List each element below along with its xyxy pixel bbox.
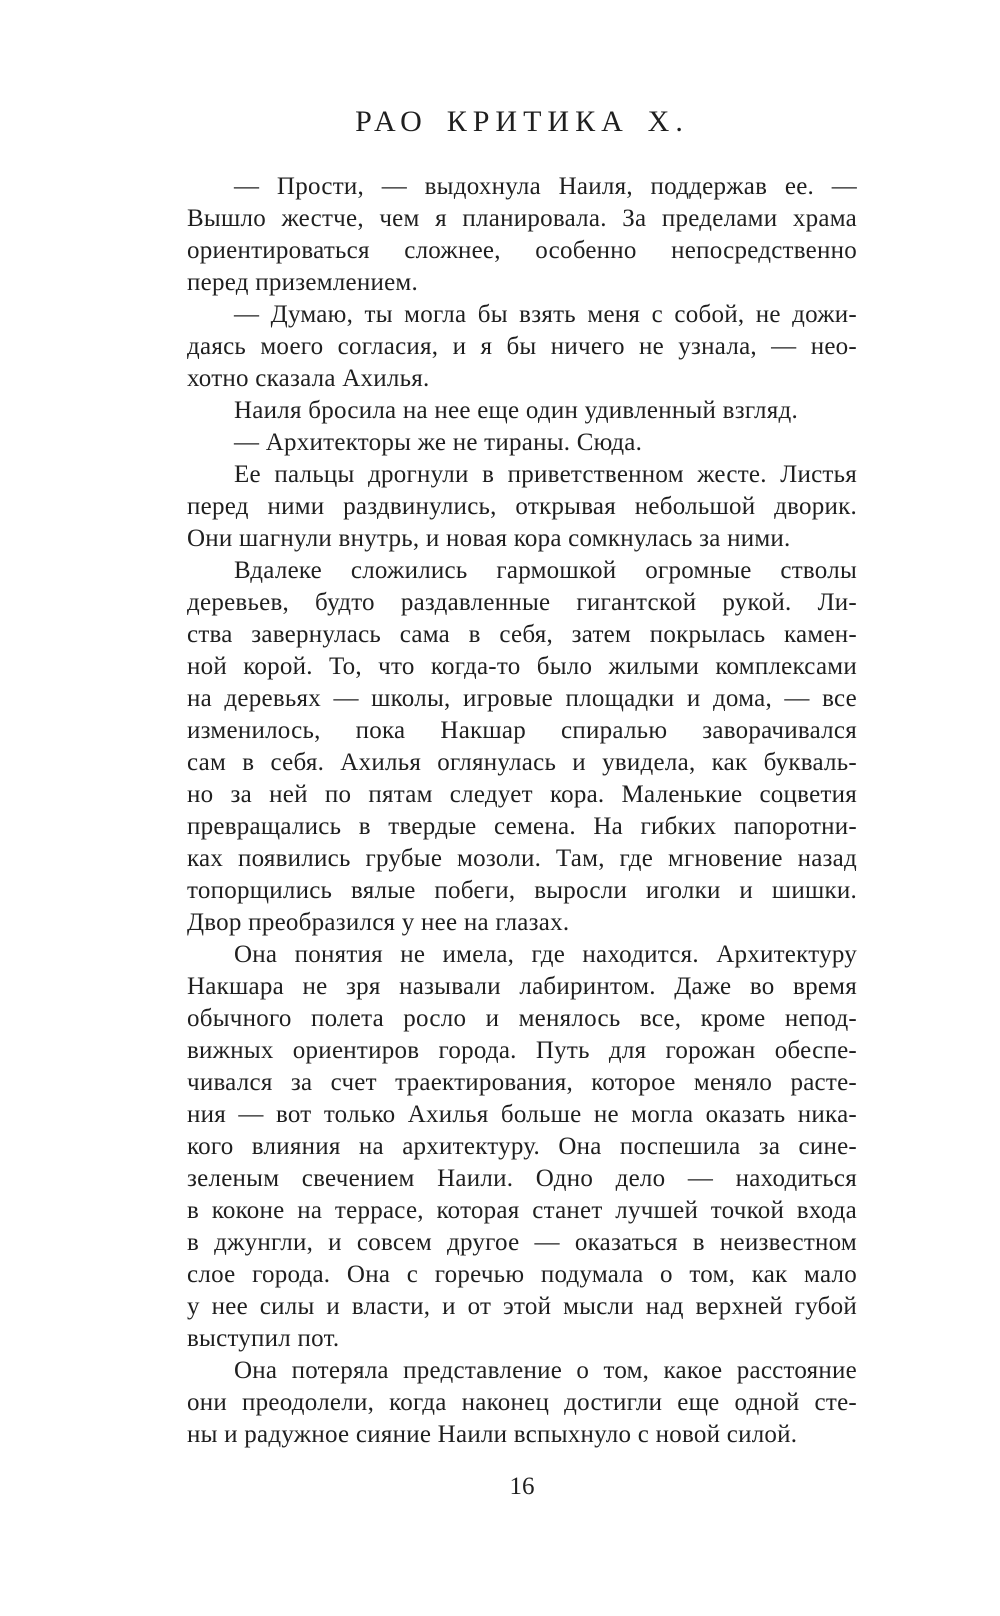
text-line: топорщились вялые побеги, выросли иголки и шишки. xyxy=(187,877,857,904)
text-line: Вышло жестче, чем я планировала. За пределами храма xyxy=(187,205,857,232)
text-line: — Архитекторы же не тираны. Сюда. xyxy=(234,429,643,456)
paragraph xyxy=(187,427,857,459)
text-line: у нее силы и власти, и от этой мысли над верхней губой xyxy=(187,1293,857,1320)
text-line: деревьев, будто раздавленные гигантской рукой. Ли- xyxy=(187,589,857,616)
text-line: они преодолели, когда наконец достигли еще одной сте- xyxy=(187,1389,857,1416)
text-line: ства завернулась сама в себя, затем покрылась камен- xyxy=(187,621,857,648)
text-line: кого влияния на архитектуру. Она поспешила за сине- xyxy=(187,1133,857,1160)
text-line: ны и радужное сияние Наили вспыхнуло с новой силой. xyxy=(187,1421,798,1448)
text-line: Вдалеке сложились гармошкой огромные стволы xyxy=(234,557,857,584)
text-line: Она потеряла представление о том, какое расстояние xyxy=(234,1357,857,1384)
text-line: Накшара не зря называли лабиринтом. Даже во время xyxy=(187,973,857,1000)
text-line: в коконе на террасе, которая станет лучшей точкой входа xyxy=(187,1197,857,1224)
text-line: перед приземлением. xyxy=(187,269,419,296)
text-line: изменилось, пока Накшар спиралью заворачивался xyxy=(187,717,857,744)
text-line: ориентироваться сложнее, особенно непосредственно xyxy=(187,237,857,264)
paragraph xyxy=(187,395,857,427)
text-line: Наиля бросила на нее еще один удивленный взгляд. xyxy=(234,397,799,424)
paragraph xyxy=(187,171,857,299)
paragraph xyxy=(187,299,857,395)
text-line: сам в себя. Ахилья оглянулась и увидела, как букваль- xyxy=(187,749,857,776)
text-line: даясь моего согласия, и я бы ничего не узнала, — нео- xyxy=(187,333,857,360)
text-line: перед ними раздвинулись, открывая небольшой дворик. xyxy=(187,493,857,520)
text-line: чивался за счет траектирования, которое меняло расте- xyxy=(187,1069,857,1096)
page-text xyxy=(187,171,857,1451)
paragraph xyxy=(187,939,857,1355)
text-line: на деревьях — школы, игровые площадки и дома, — все xyxy=(187,685,857,712)
text-line: обычного полета росло и менялось все, кроме непод- xyxy=(187,1005,857,1032)
text-line: Двор преобразился у нее на глазах. xyxy=(187,909,570,936)
paragraph xyxy=(187,1355,857,1451)
text-line: превращались в твердые семена. На гибких папоротни- xyxy=(187,813,857,840)
paragraph xyxy=(187,459,857,555)
text-line: Она понятия не имела, где находится. Архитектуру xyxy=(234,941,857,968)
text-line: Ее пальцы дрогнули в приветственном жесте. Листья xyxy=(234,461,857,488)
text-line: — Думаю, ты могла бы взять меня с собой, не дожи- xyxy=(234,301,857,328)
text-line: слое города. Она с горечью подумала о том, как мало xyxy=(187,1261,857,1288)
text-line: Они шагнули внутрь, и новая кора сомкнулась за ними. xyxy=(187,525,791,552)
text-line: вижных ориентиров города. Путь для горожан обеспе- xyxy=(187,1037,857,1064)
text-line: в джунгли, и совсем другое — оказаться в неизвестном xyxy=(187,1229,857,1256)
running-header: РАО КРИТИКА Х. xyxy=(355,105,689,138)
text-line: ния — вот только Ахилья больше не могла оказать ника- xyxy=(187,1101,857,1128)
text-line: — Прости, — выдохнула Наиля, поддержав ее. — xyxy=(234,173,857,200)
page-number: 16 xyxy=(509,1473,535,1500)
text-line: выступил пот. xyxy=(187,1325,340,1352)
text-line: ной корой. То, что когда-то было жилыми комплексами xyxy=(187,653,857,680)
text-line: хотно сказала Ахилья. xyxy=(187,365,430,392)
text-line: зеленым свечением Наили. Одно дело — находиться xyxy=(187,1165,857,1192)
paragraph xyxy=(187,555,857,939)
text-line: ках появились грубые мозоли. Там, где мгновение назад xyxy=(187,845,857,872)
text-line: но за ней по пятам следует кора. Маленькие соцветия xyxy=(187,781,857,808)
